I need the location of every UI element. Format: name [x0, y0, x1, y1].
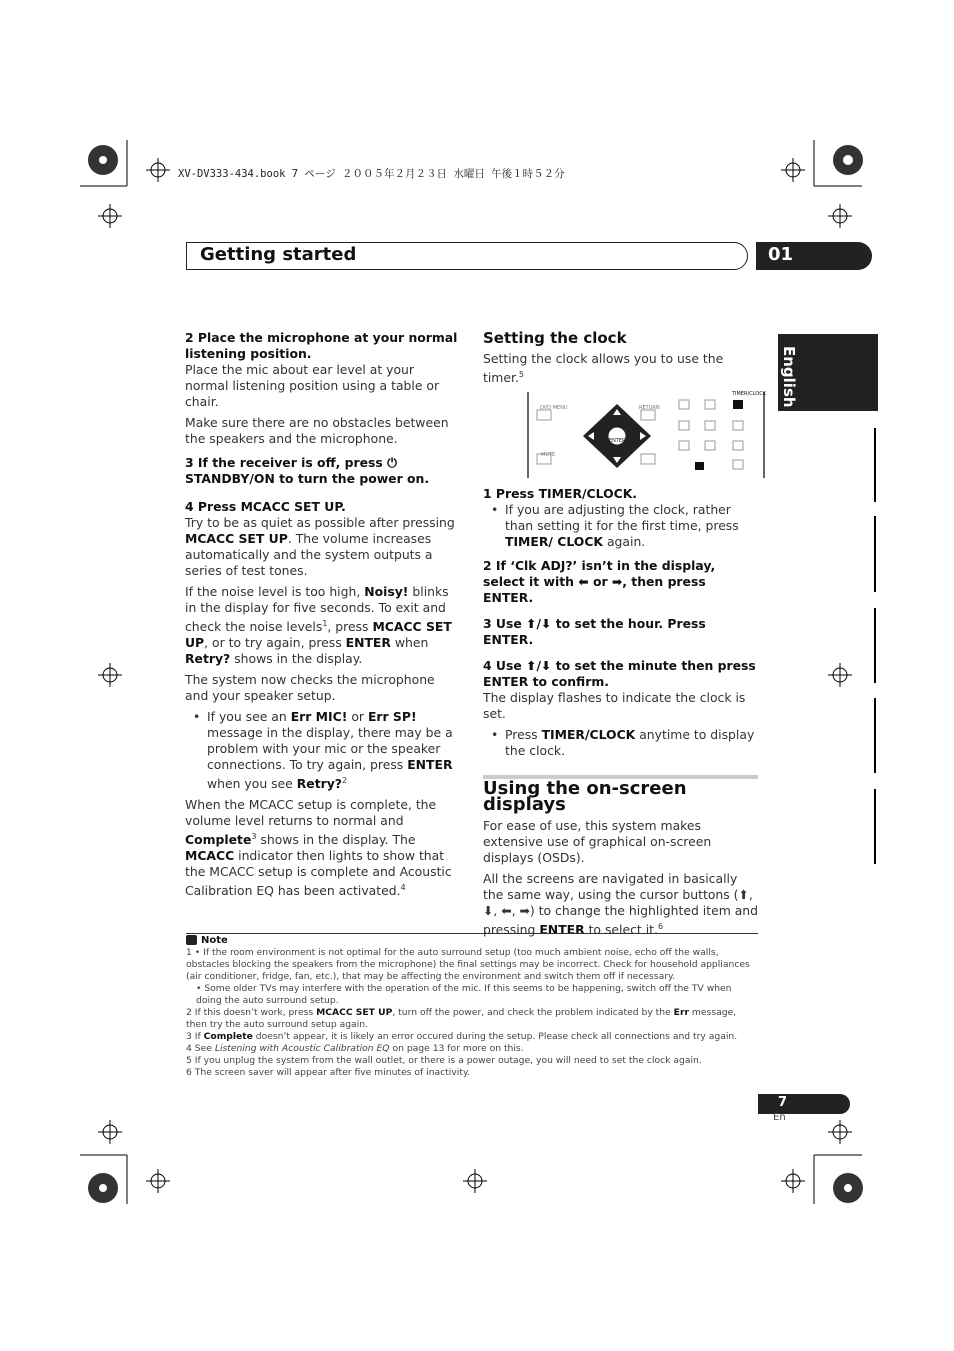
enter-button-label: ENTER	[609, 438, 626, 445]
note-4: 4 See Listening with Acoustic Calibration EQ on page 13 for more on this.	[186, 1043, 524, 1054]
footnotes	[186, 933, 758, 1079]
clock-step4-text: The display flashes to indicate the clock is set.	[483, 690, 746, 722]
note-3: 3 If Complete doesn’t appear, it is likely an error occured during the setup. Please check all connections and try again.	[186, 1031, 738, 1042]
file-header: XV-DV333-434.book 7 ページ ２００５年２月２３日 水曜日 午後１時５２分	[178, 168, 565, 180]
clock-section-title: Setting the clock	[483, 329, 627, 347]
step4-text3: The system now checks the microphone and your speaker setup.	[185, 672, 435, 704]
step4-title: 4 Press MCACC SET UP.	[185, 499, 346, 514]
osd-text2: All the screens are navigated in basically the same way, using the cursor buttons (⬆, ⬇, ⬅, ➡) to change the highlighted item and pressing ENTER to select it.$^6$	[483, 871, 759, 938]
osd-section-title: Using the on-screen displays	[483, 775, 758, 813]
left-column	[185, 330, 458, 905]
step2-title: 2 Place the microphone at your normal listening position.	[185, 330, 458, 361]
note-1: 1 • If the room environment is not optimal for the auto surround setup (too much ambient noise, echo off the walls, obstacles blocking the speakers from the microphone) the final settings may be incorrect. Check for household appliances (air conditioner, fridge, fan, etc.), that may be affecting the environment and switch them off if necessary.	[186, 947, 750, 982]
clock-step4-bullet: • Press TIMER/CLOCK anytime to display the clock.	[483, 727, 758, 759]
clock-step1-bullet: • If you are adjusting the clock, rather than setting it for the first time, press TIMER/ CLOCK again.	[483, 502, 758, 550]
note-5: 5 If you unplug the system from the wall outlet, or there is a power outage, you will need to set the clock again.	[186, 1055, 702, 1066]
remote-illustration	[527, 392, 765, 478]
clock-step4-title: 4 Use ⬆/⬇ to set the minute then press ENTER to confirm.	[483, 658, 756, 690]
mute-label: MUTE	[541, 452, 556, 459]
timer-clock-label: TIMER/CLOCK	[732, 391, 766, 398]
clock-step1-title: 1 Press TIMER/CLOCK.	[483, 486, 637, 502]
step4-text4: When the MCACC setup is complete, the volume level returns to normal and Complete$^3$ shows in the display. The MCACC indicator then lights to show that the MCACC setup is complete and Acoustic Calibration EQ has been activated.$^4$	[185, 797, 452, 899]
error-bullet: • If you see an Err MIC! or Err SP! message in the display, there may be a problem with your mic or the speaker connections. To try again, press ENTER when you see Retry?$^2$	[185, 709, 458, 792]
note-2: 2 If this doesn’t work, press MCACC SET UP, turn off the power, and check the problem indicated by the Err message, then try the auto surround setup again.	[186, 1007, 737, 1030]
page-title: Getting started	[200, 244, 357, 265]
clock-step3-title: 3 Use ⬆/⬇ to set the hour. Press ENTER.	[483, 616, 706, 648]
note-1b: • Some older TVs may interfere with the operation of the mic. If this seems to be happening, switch off the TV when doing the auto surround setup.	[196, 983, 732, 1006]
step3-title: 3 If the receiver is off, press ⏻ STANDBY/ON to turn the power on.	[185, 455, 430, 486]
dvd-menu-label: DVD MENU	[540, 405, 568, 412]
step4-text1: Try to be as quiet as possible after pressing MCACC SET UP. The volume increases automatically and the system outputs a series of test tones.	[185, 515, 455, 578]
note-heading: Note	[186, 935, 758, 947]
page-number: 7	[778, 1095, 788, 1110]
right-column	[483, 329, 766, 943]
chapter-number: 01	[768, 244, 794, 265]
step4-text2: If the noise level is too high, Noisy! blinks in the display for five seconds. To exit and check the noise levels$^1$, press MCACC SET UP, or to try again, press ENTER when Retry? shows in the display.	[185, 584, 452, 667]
page-number-tab	[758, 1094, 850, 1114]
language-label: English	[780, 346, 798, 408]
note-icon	[186, 935, 197, 945]
step2-text2: Make sure there are no obstacles between the speakers and the microphone.	[185, 415, 449, 446]
clock-step2-title: 2 If ‘Clk ADJ?’ isn’t in the display, select it with ⬅ or ➡, then press ENTER.	[483, 558, 716, 606]
return-label: RETURN	[639, 405, 660, 412]
step2-text1: Place the mic about ear level at your normal listening position using a table or chair.	[185, 362, 440, 409]
osd-text1: For ease of use, this system makes extensive use of graphical on-screen displays (OSDs).	[483, 818, 712, 866]
clock-intro: Setting the clock allows you to use the timer.$^5$	[483, 351, 724, 386]
note-6: 6 The screen saver will appear after five minutes of inactivity.	[186, 1067, 470, 1078]
page-language: En	[773, 1112, 786, 1123]
